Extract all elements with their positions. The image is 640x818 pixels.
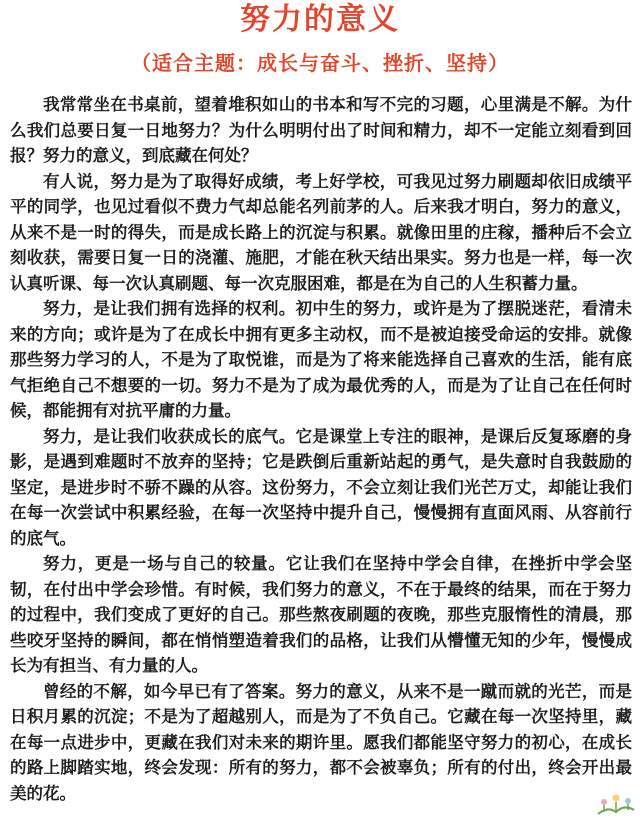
paragraph-6: 曾经的不解，如今早已有了答案。努力的意义，从来不是一蹴而就的光芒，而是日积月累的沉淀；不是为了超越别人，而是为了不负自己。它藏在每一次坚持里，藏在每一点进步中，更藏在我们对未来的期许里。愿我们都能坚守努力的初心，在成长的路上脚踏实地，终会发现：所有的努力，都不会被辜负；所有的付出，终会开出最美的花。 — [10, 681, 632, 803]
essay-title: 努力的意义 — [240, 2, 400, 37]
paragraph-2: 有人说，努力是为了取得好成绩，考上好学校，可我见过努力刷题却依旧成绩平平的同学，也见过看似不费力气却总能名列前茅的人。后来我才明白，努力的意义，从来不是一时的得失，而是成长路上的沉淀与积累。就像田里的庄稼，播种后不会立刻收获，需要日复一日的浇灌、施肥，才能在秋天结出果实。努力也是一样，每一次认真听课、每一次认真刷题、每一次克服困难，都是在为自己的人生积蓄力量。 — [10, 171, 632, 293]
essay-body — [10, 92, 632, 806]
flower-doodle-icon — [594, 776, 638, 816]
paragraph-4: 努力，是让我们收获成长的底气。它是课堂上专注的眼神，是课后反复琢磨的身影，是遇到难题时不放弃的坚持；它是跌倒后重新站起的勇气，是失意时自我鼓励的坚定，是进步时不骄不躁的从容。这份努力，不会立刻让我们光芒万丈，却能让我们在每一次尝试中积累经验，在每一次坚持中提升自己，慢慢拥有直面风雨、从容前行的底气。 — [10, 426, 632, 548]
paragraph-5: 努力，更是一场与自己的较量。它让我们在坚持中学会自律，在挫折中学会坚韧，在付出中学会珍惜。有时候，我们努力的意义，不在于最终的结果，而在于努力的过程中，我们变成了更好的自己。那些熬夜刷题的夜晚，那些克服惰性的清晨，那些咬牙坚持的瞬间，都在悄悄塑造着我们的品格，让我们从懵懂无知的少年，慢慢成长为有担当、有力量的人。 — [10, 554, 632, 675]
paragraph-1: 我常常坐在书桌前，望着堆积如山的书本和写不完的习题，心里满是不解。为什么我们总要日复一日地努力？为什么明明付出了时间和精力，却不一定能立刻看到回报？努力的意义，到底藏在何处？ — [10, 95, 632, 165]
essay-subtitle: （适合主题：成长与奋斗、挫折、坚持） — [131, 51, 509, 75]
paragraph-3: 努力，是让我们拥有选择的权利。初中生的努力，或许是为了摆脱迷茫，看清未来的方向；或许是为了在成长中拥有更多主动权，而不是被迫接受命运的安排。就像那些努力学习的人，不是为了取悦谁，而是为了将来能选择自己喜欢的生活，能有底气拒绝自己不想要的一切。努力不是为了成为最优秀的人，而是为了让自己在任何时候，都能拥有对抗平庸的力量。 — [10, 299, 632, 420]
